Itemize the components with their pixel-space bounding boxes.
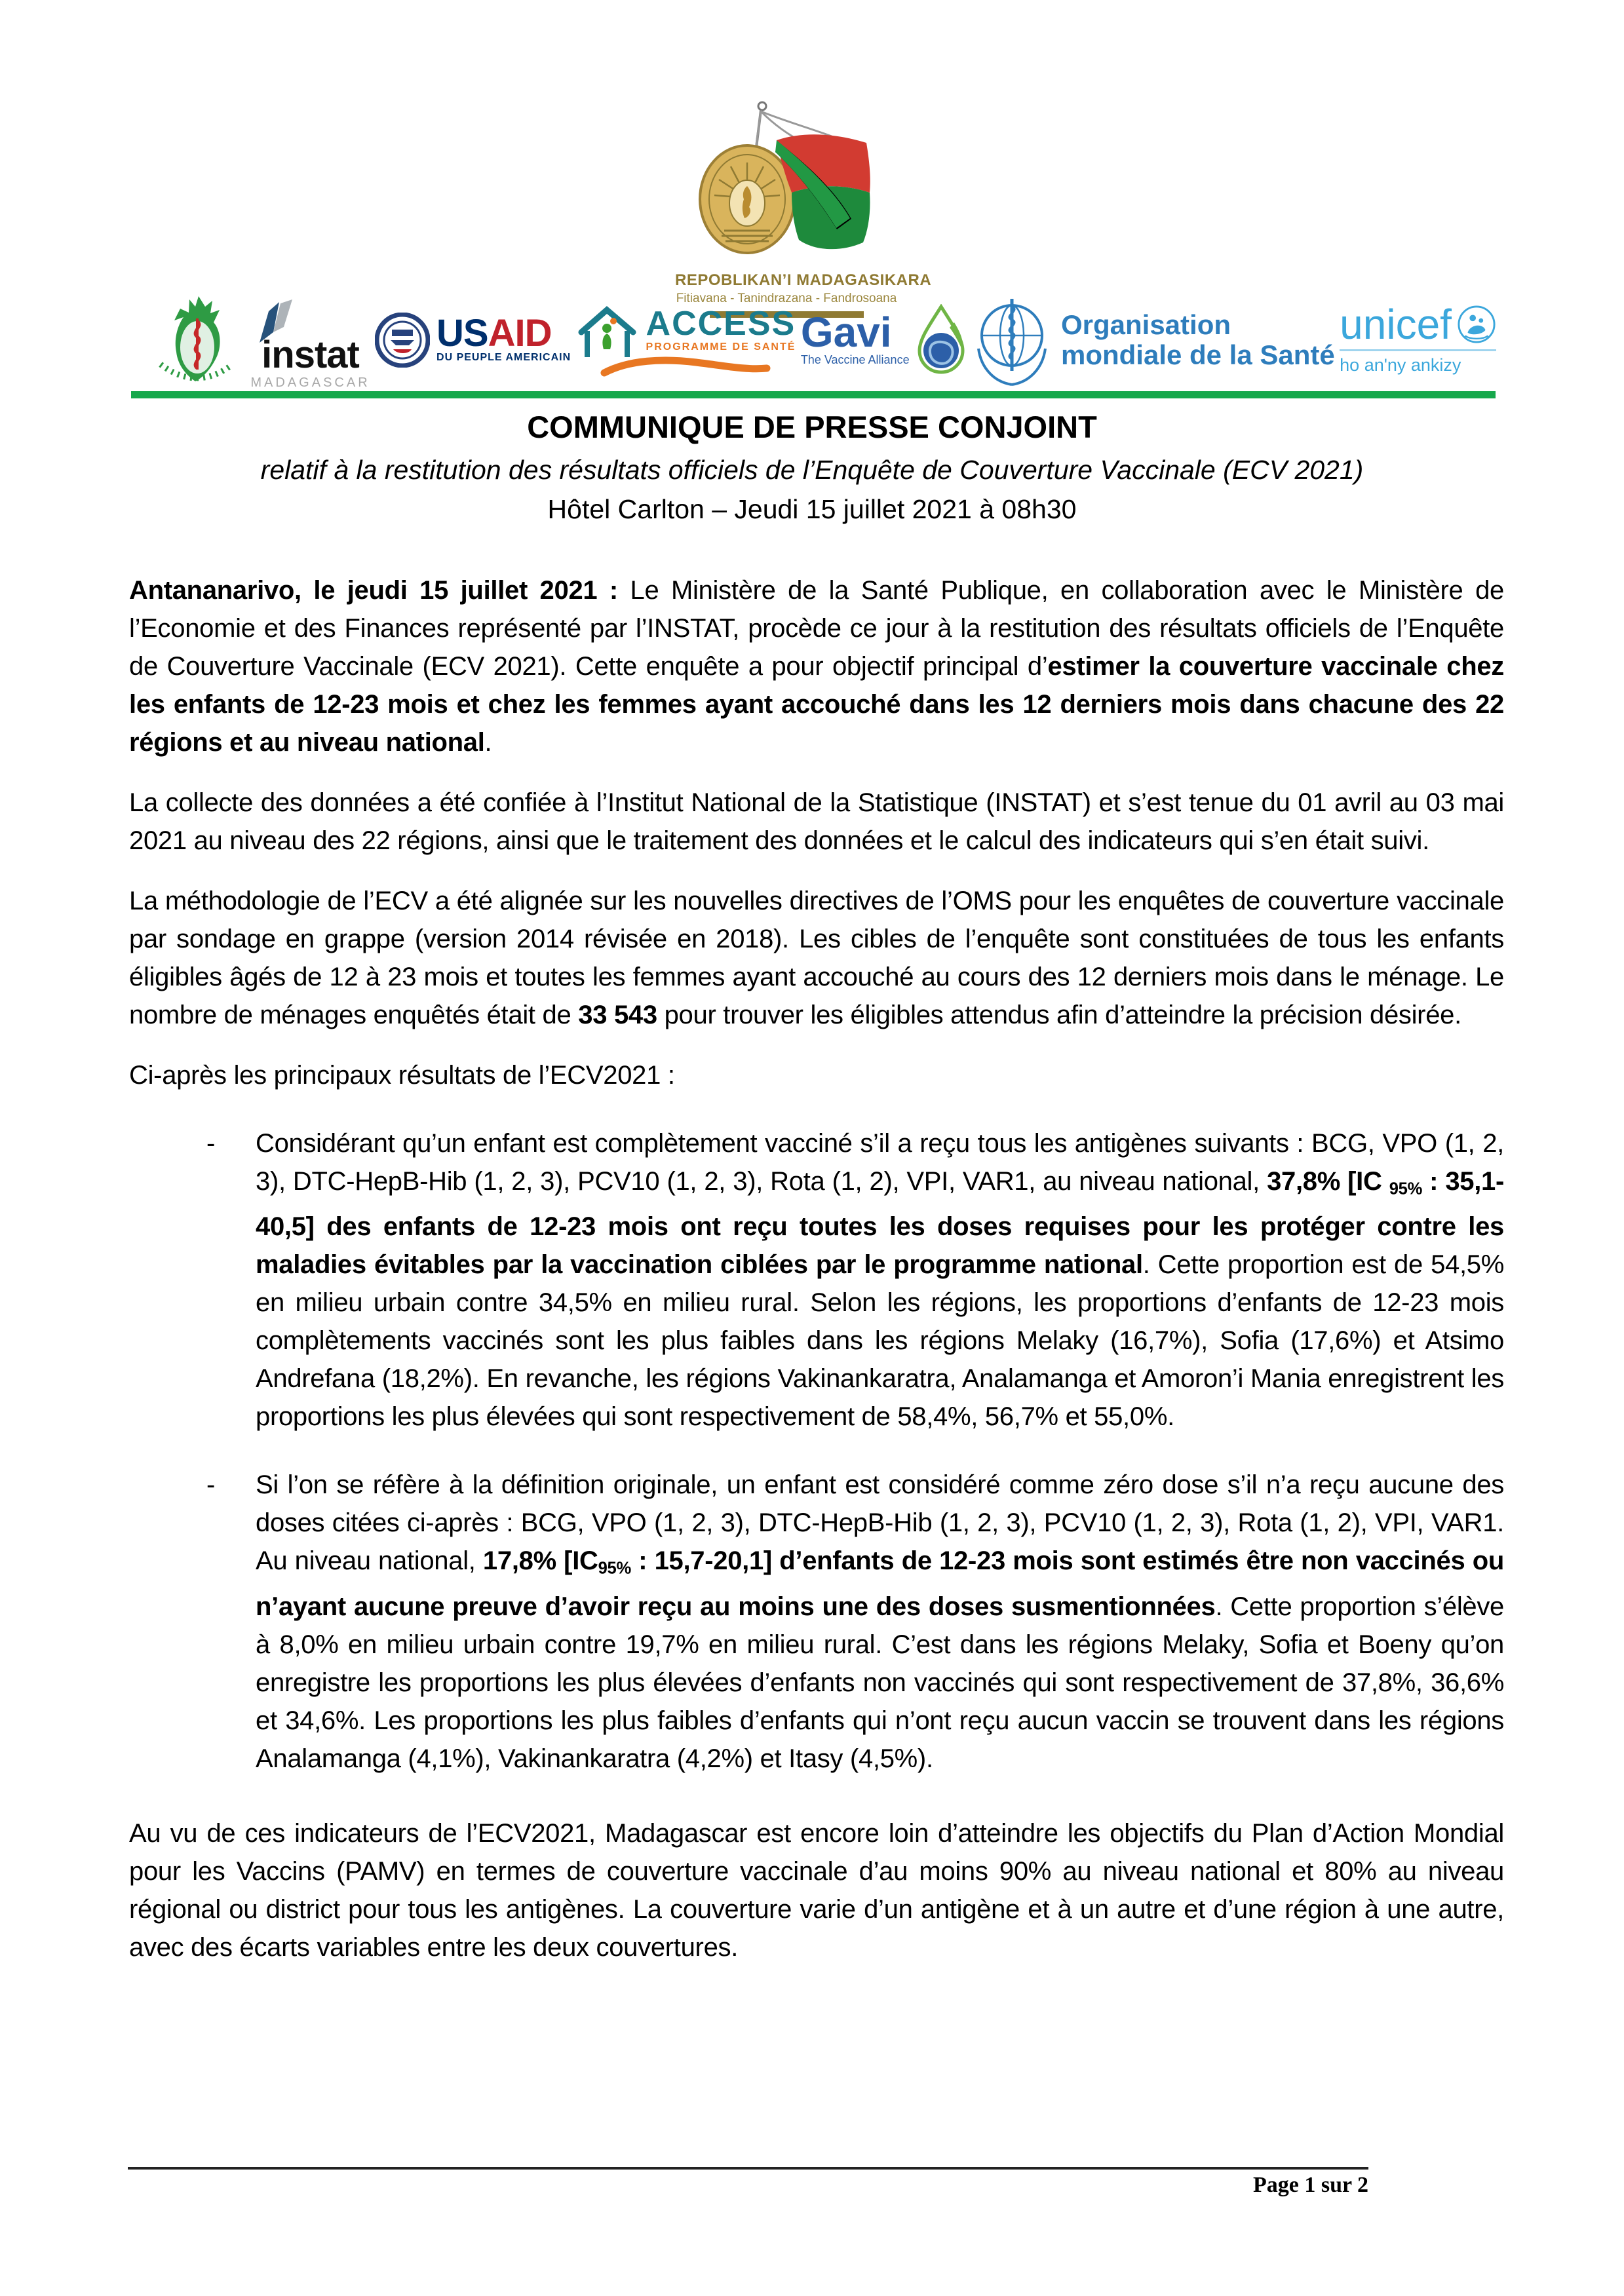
page-title: COMMUNIQUE DE PRESSE CONJOINT [527, 410, 1097, 444]
gavi-droplet-icon [915, 304, 967, 376]
document-body [129, 571, 1504, 1989]
access-swoosh-icon [600, 354, 771, 378]
document-title-block [0, 409, 1624, 525]
page-subtitle: relatif à la restitution des résultats officiels de l’Enquête de Couverture Vaccinale (ECV 2021) [260, 455, 1364, 485]
instat-flag-icon [256, 299, 298, 343]
header-green-rule [131, 391, 1496, 398]
instat-logo [250, 290, 370, 391]
gavi-wordmark: Gavi [800, 308, 892, 356]
closing-paragraph: Au vu de ces indicateurs de l’ECV2021, Madagascar est encore loin d’atteindre les objectifs du Plan d’Action Mondial pour les Vaccins (PAMV) en termes de couverture vaccinale d’au moins 90% au niveau national et 80% au niveau régional ou district pour tous les antigènes. La couverture varie d’un antigène et à un autre et d’une région à une autre, avec des écarts variables entre les deux couvertures. [129, 1818, 1504, 1962]
usaid-seal-icon [375, 313, 430, 368]
oms-who-logo [972, 291, 1335, 389]
bullet-item-1 [129, 1124, 1504, 1436]
unicef-wordmark: unicef [1340, 301, 1452, 348]
footer-rule [128, 2167, 1368, 2170]
seal-title: REPOBLIKAN’I MADAGASIKARA [675, 271, 932, 289]
paragraph-1: Antananarivo, le jeudi 15 juillet 2021 : Le Ministère de la Santé Publique, en collaboration avec le Ministère de l’Economie et des Finances représenté par l’INSTAT, procède ce jour à la restitution des résultats officiels de l’Enquête de Couverture Vaccinale (ECV 2021). Cette enquête a pour objectif principal d’estimer la couverture vaccinale chez les enfants de 12-23 mois et chez les femmes ayant accouché dans les 12 derniers mois dans chacune des 22 régions et au niveau national. [129, 576, 1505, 757]
bullet-1-text: Considérant qu’un enfant est complètement vacciné s’il a reçu tous les antigènes suivants : BCG, VPO (1, 2, 3), DTC-HepB-Hib (1, 2, 3), PCV10 (1, 2, 3), Rota (1, 2), VPI, VAR1, au niveau national, 37,8% [IC 95% : 35,1-40,5] des enfants de 12-23 mois ont reçu toutes les doses requises pour les protéger contre les maladies évitables par la vaccination ciblées par le programme national. Cette proportion est de 54,5% en milieu urbain contre 34,5% en milieu rural. Selon les régions, les proportions d’enfants de 12-23 mois complètements vaccinés sont les plus faibles dans les régions Melaky (16,7%), Sofia (17,6%) et Atsimo Andrefana (18,2%). En revanche, les régions Vakinankaratra, Analamanga et Amoron’i Mania enregistrent les proportions les plus élevées qui sont respectivement de 58,4%, 56,7% et 55,0%. [256, 1129, 1504, 1432]
gavi-subtext: The Vaccine Alliance [800, 353, 910, 366]
page-number: Page 1 sur 2 [1253, 2173, 1368, 2197]
access-programme-logo [576, 302, 796, 378]
bullet-2-text: Si l’on se réfère à la définition originale, un enfant est considéré comme zéro dose s’il n’a reçu aucune des doses citées ci-après : BCG, VPO (1, 2, 3), DTC-HepB-Hib (1, 2, 3), PCV10 (1, 2, 3), Rota (1, 2), VPI, VAR1. Au niveau national, 17,8% [IC95% : 15,7-20,1] d’enfants de 12-23 mois sont estimés être non vaccinés ou n’ayant aucune preuve d’avoir reçu au moins une des doses susmentionnées. Cette proportion s’élève à 8,0% en milieu urbain contre 19,7% en milieu rural. C’est dans les régions Melaky, Sofia et Boeny qu’on enregistre les proportions les plus élevées d’enfants non vaccinés qui sont respectivement de 37,8%, 36,6% et 34,6%. Les proportions les plus faibles d’enfants qui n’ont reçu aucun vaccin se trouvent dans les régions Analamanga (4,1%), Vakinankaratra (4,2%) et Itasy (4,5%). [256, 1470, 1504, 1773]
unicef-subtext: ho an'ny ankizy [1340, 355, 1461, 375]
access-house-icon [576, 302, 638, 360]
event-date-line: Hôtel Carlton – Jeudi 15 juillet 2021 à 08h30 [547, 494, 1077, 524]
bullet-marker: - [206, 1129, 216, 1158]
usaid-wordmark: USAID [436, 312, 552, 354]
seal-motto: Fitiavana - Tanindrazana - Fandrosoana [676, 292, 897, 305]
oms-wordmark: Organisation mondiale de la Santé [1060, 309, 1335, 370]
partner-logos-row [147, 288, 1496, 392]
bullet-item-2 [129, 1466, 1504, 1777]
gavi-logo [801, 304, 967, 376]
instat-wordmark: instat [261, 333, 359, 376]
instat-subtext: MADAGASCAR [250, 375, 370, 390]
unicef-emblem-icon [1457, 305, 1496, 344]
unicef-logo [1340, 301, 1496, 375]
results-intro-line: Ci-après les principaux résultats de l’ECV2021 : [129, 1061, 675, 1090]
madagascar-republic-seal [675, 100, 932, 318]
paragraph-2: La collecte des données a été confiée à l’Institut National de la Statistique (INSTAT) et s’est tenue du 01 avril au 03 mai 2021 au niveau des 22 régions, ainsi que le traitement des données et le calcul des indicateurs qui s’en était suivi. [129, 788, 1504, 855]
usaid-subtext: DU PEUPLE AMERICAIN [436, 352, 571, 363]
access-wordmark: ACCESS [646, 305, 796, 343]
seal-emblem-icon [678, 100, 895, 271]
who-emblem-icon [972, 291, 1052, 389]
usaid-logo [375, 313, 571, 368]
unicef-divider [1340, 349, 1496, 351]
bullet-marker: - [206, 1470, 216, 1500]
ministry-health-icon [147, 291, 246, 389]
ministry-health-madagascar-logo [147, 291, 246, 389]
access-subtext: PROGRAMME DE SANTÉ [646, 341, 796, 353]
paragraph-3: La méthodologie de l’ECV a été alignée sur les nouvelles directives de l’OMS pour les enquêtes de couverture vaccinale par sondage en grappe (version 2014 révisée en 2018). Les cibles de l’enquête sont constituées de tous les enfants éligibles âgés de 12 à 23 mois et toutes les femmes ayant accouché au cours des 12 derniers mois dans le ménage. Le nombre de ménages enquêtés était de 33 543 pour trouver les éligibles attendus afin d’atteindre la précision désirée. [129, 887, 1504, 1029]
